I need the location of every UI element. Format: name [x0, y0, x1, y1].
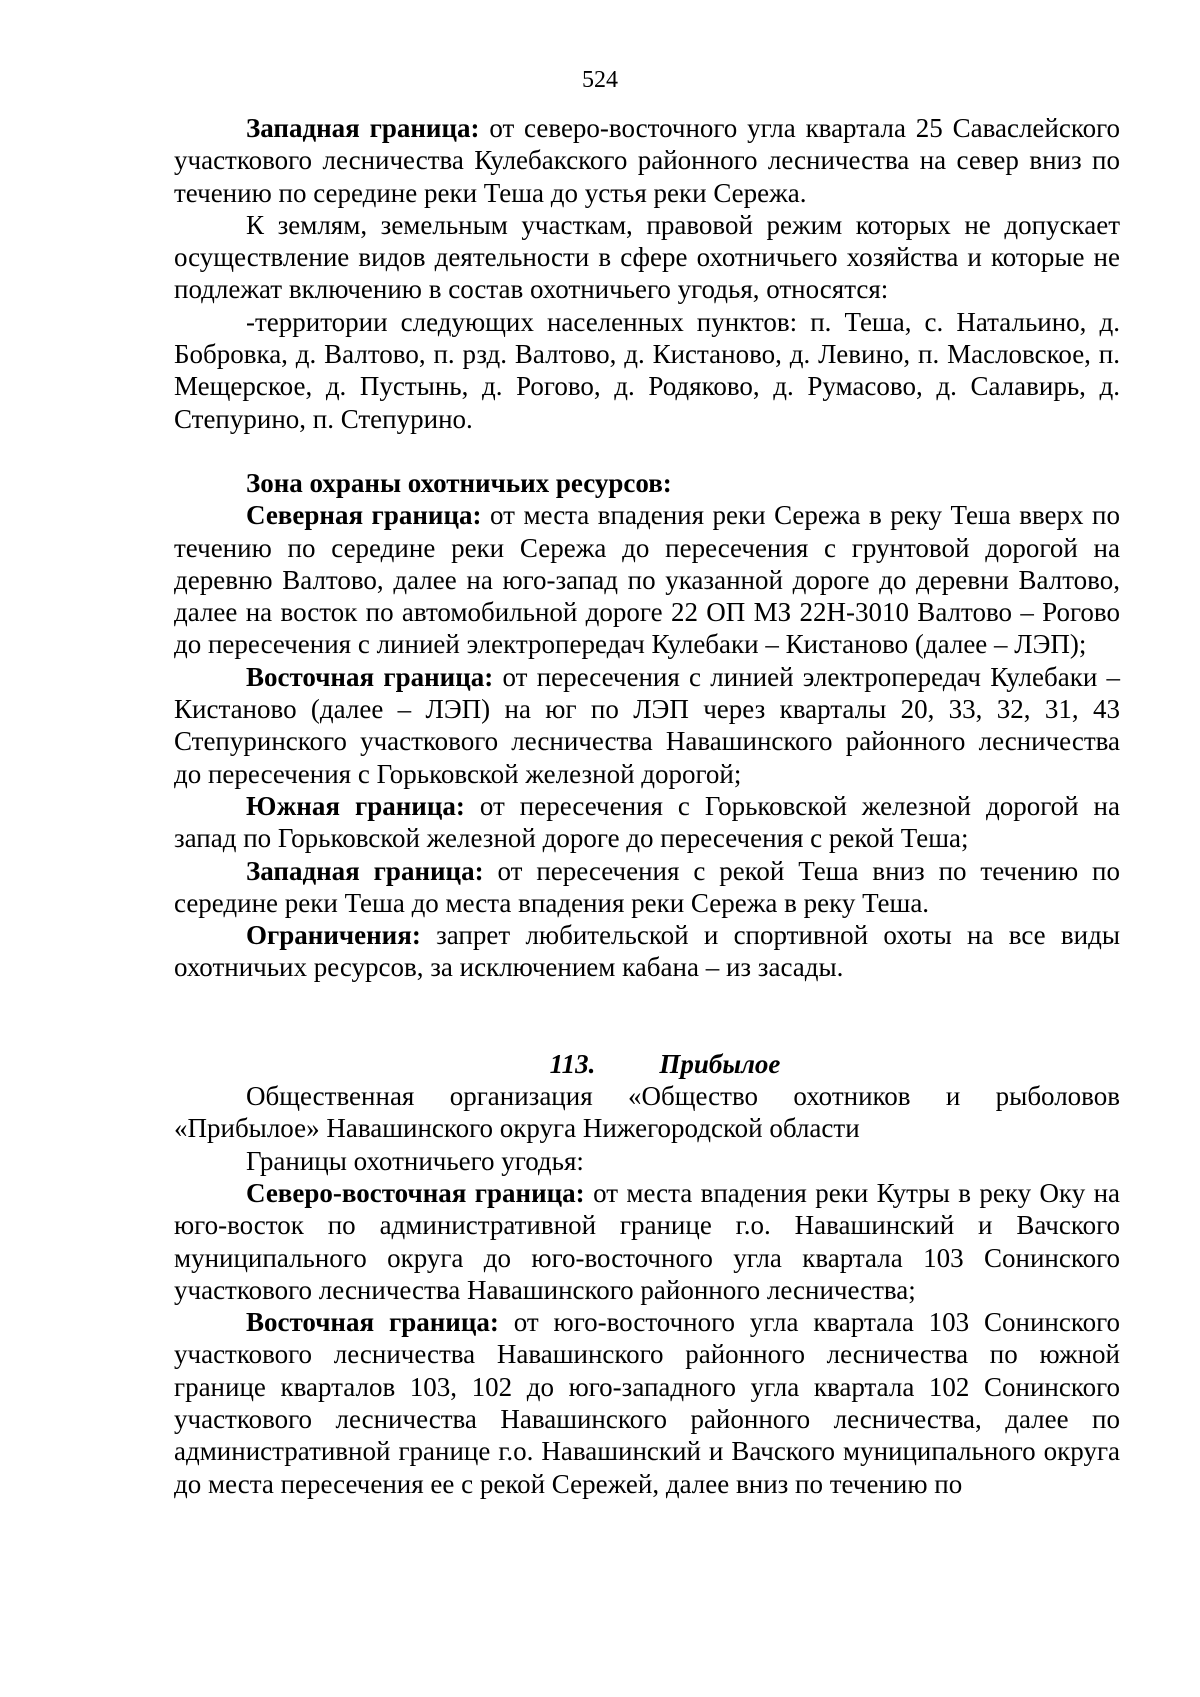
section-east-boundary: Восточная граница: от юго-восточного угла квартала 103 Сонинского участкового лесничества Навашинского районного лесничества по южной границе кварталов 103, 102 до юго-западного угла квартала 102 Сонинского участкового лесничества Навашинского районного лесничества, далее по административной границе г.о. Навашинский и Вачского муниципального округа до места пересечения ее с рекой Сережей, далее вниз по течению по [174, 1307, 1121, 1499]
section-organization: Общественная организация «Общество охотников и рыболовов «Прибылое» Навашинского округа Нижегородской области [174, 1081, 1120, 1144]
section-boundaries-label: Границы охотничьего угодья: [246, 1145, 584, 1176]
zone-restrictions: Ограничения: запрет любительской и спортивной охоты на все виды охотничьих ресурсов, за исключением кабана – из засады. [174, 920, 1120, 983]
section-number: 113. [549, 1048, 596, 1079]
paragraph-excluded-lands: К землям, земельным участкам, правовой режим которых не допускает осуществление видов деятельности в сфере охотничьего хозяйства и которые не подлежат включению в состав охотничьего угодья, относятся: [174, 209, 1120, 305]
zone-east-boundary: Восточная граница: от пересечения с линией электропередач Кулебаки – Кистаново (далее – ЛЭП) на юг по ЛЭП через кварталы 20, 33, 32, 31, 43 Степуринского участкового лесничества Навашинского районного лесничества до пересечения с Горьковской железной дорогой; [174, 661, 1121, 789]
section-northeast-boundary: Северо-восточная граница: от места впадения реки Кутры в реку Оку на юго-восток по административной границе г.о. Навашинский и Вачского муниципального округа до юго-восточного угла квартала 103 Сонинского участкового лесничества Навашинского районного лесничества; [174, 1177, 1120, 1305]
zone-north-boundary: Северная граница: от места впадения реки Сережа в реку Теша вверх по течению по середине реки Сережа до пересечения с грунтовой дорогой на деревню Валтово, далее на юго-запад по указанной дороге до деревни Валтово, далее на восток по автомобильной дороге 22 ОП МЗ 22Н-3010 Валтово – Рогово до пересечения с линией электропередач Кулебаки – Кистаново (далее – ЛЭП); [174, 500, 1120, 660]
zone-west-boundary: Западная граница: от пересечения с рекой Теша вниз по течению по середине реки Теша до места впадения реки Сережа в реку Теша. [174, 855, 1120, 918]
zone-title: Зона охраны охотничьих ресурсов: [246, 467, 672, 498]
page-number: 524 [582, 67, 618, 93]
section-title: Прибылое [659, 1048, 781, 1079]
zone-south-boundary: Южная граница: от пересечения с Горьковской железной дорогой на запад по Горьковской железной дороге до пересечения с рекой Теша; [174, 790, 1120, 854]
paragraph-west-boundary: Западная граница: от северо-восточного угла квартала 25 Саваслейского участкового лесничества Кулебакского районного лесничества на север вниз по течению по середине реки Теша до устья реки Сережа. [174, 113, 1120, 208]
section-heading [174, 1048, 1120, 1080]
paragraph-settlements: -территории следующих населенных пунктов: п. Теша, с. Натальино, д. Бобровка, д. Валтово, п. рзд. Валтово, д. Кистаново, д. Левино, п. Масловское, п. Мещерское, д. Пустынь, д. Рогово, д. Родяково, д. Румасово, д. Салавирь, д. Степурино, п. Степурино. [174, 306, 1120, 434]
document-body [174, 112, 1120, 1500]
